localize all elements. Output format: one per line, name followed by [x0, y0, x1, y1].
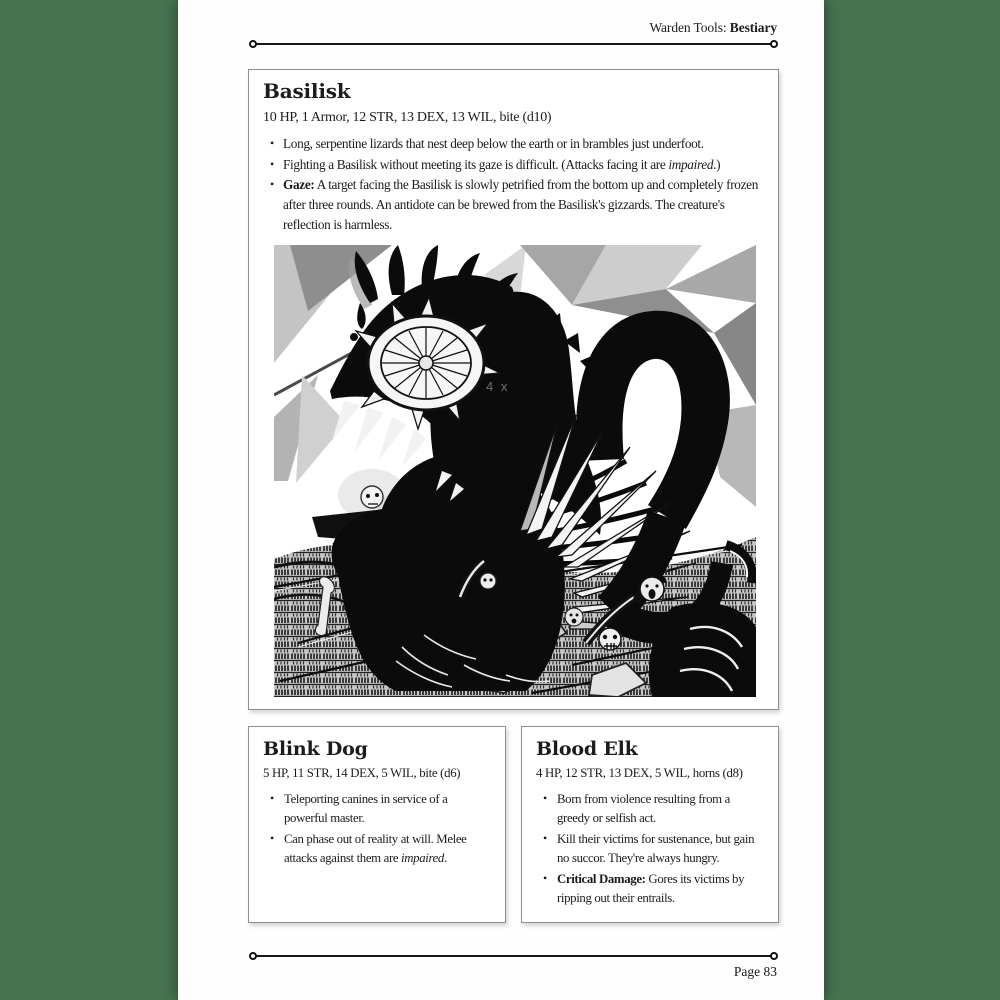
- rule-end-ring: [249, 40, 257, 48]
- header-page-title: Bestiary: [729, 20, 777, 35]
- rule-end-ring: [770, 952, 778, 960]
- trait-item: • Critical Damage: Gores its victims by ripping out their entrails.: [536, 870, 765, 907]
- book-page: [178, 0, 824, 1000]
- monster-card-basilisk: [248, 69, 779, 710]
- monster-card-blink-dog: [248, 726, 506, 923]
- monster-name: Blink Dog: [263, 738, 368, 761]
- basilisk-woodcut-art: [274, 245, 756, 697]
- page-header: [248, 20, 779, 36]
- trait-item: • Gaze: A target facing the Basilisk is slowly petrified from the bottom up and completely frozen after three rounds. An antidote can be brewed from the Basilisk's gizzards. The creature's reflection is harmless.: [263, 175, 768, 235]
- trait-item: • Long, serpentine lizards that nest deep below the earth or in brambles just underfoot.: [263, 134, 768, 154]
- trait-item: • Kill their victims for sustenance, but gain no succor. They're always hungry.: [536, 830, 765, 867]
- monster-card-blood-elk: [521, 726, 779, 923]
- basilisk-illustration: [274, 245, 756, 697]
- monster-traits: [534, 790, 765, 907]
- header-section-label: Warden Tools:: [649, 20, 730, 35]
- monster-stats: 5 HP, 11 STR, 14 DEX, 5 WIL, bite (d6): [263, 766, 461, 781]
- watermark-text: 4 x: [485, 379, 509, 395]
- monster-traits: [261, 790, 492, 867]
- rule-end-ring: [770, 40, 778, 48]
- monster-stats: 4 HP, 12 STR, 13 DEX, 5 WIL, horns (d8): [536, 766, 743, 781]
- trait-item: • Can phase out of reality at will. Melee attacks against them are impaired.: [263, 830, 492, 867]
- footer-rule: [251, 955, 776, 957]
- page-number: Page 83: [733, 964, 777, 979]
- monster-name: Blood Elk: [536, 738, 638, 761]
- monster-traits: [261, 134, 768, 236]
- trait-item: • Teleporting canines in service of a powerful master.: [263, 790, 492, 827]
- page-footer: [248, 948, 779, 980]
- rule-end-ring: [249, 952, 257, 960]
- monster-card-row: [248, 726, 779, 923]
- monster-stats: 10 HP, 1 Armor, 12 STR, 13 DEX, 13 WIL, bite (d10): [263, 110, 552, 125]
- header-rule: [251, 43, 776, 45]
- monster-name: Basilisk: [263, 79, 351, 103]
- trait-item: • Fighting a Basilisk without meeting its gaze is difficult. (Attacks facing it are impaired.): [263, 155, 768, 175]
- trait-item: • Born from violence resulting from a greedy or selfish act.: [536, 790, 765, 827]
